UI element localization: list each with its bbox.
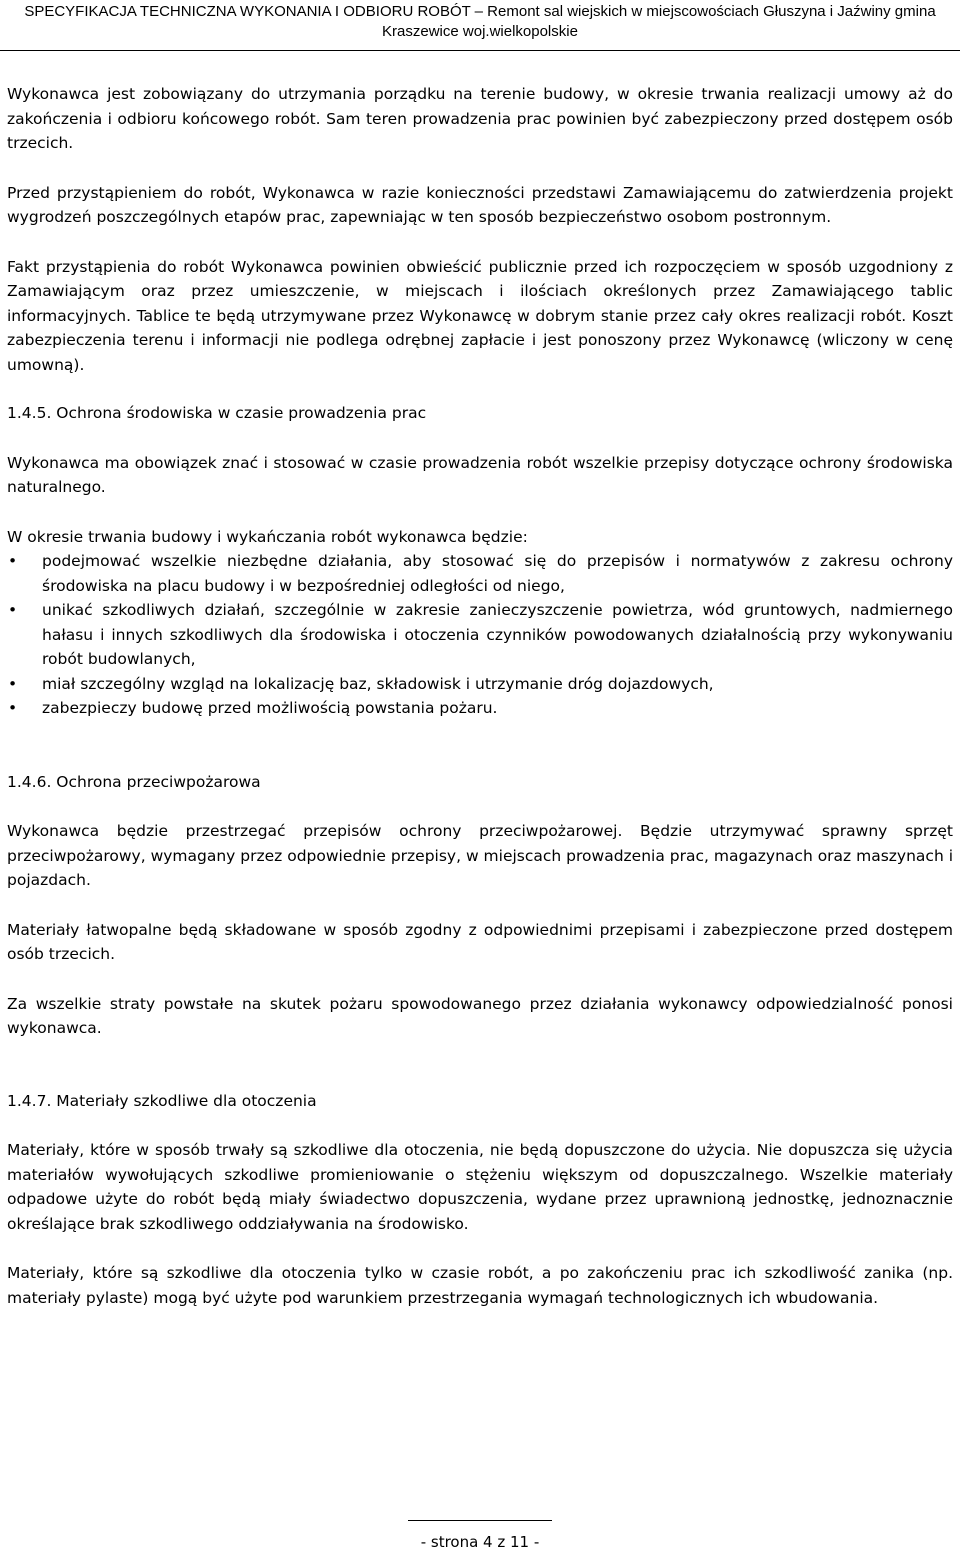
section-heading-1-4-6: 1.4.6. Ochrona przeciwpożarowa: [7, 772, 261, 791]
paragraph-harmful-materials: Materiały, które w sposób trwały są szkodliwe dla otoczenia, nie będą dopuszczone do użycia. Nie dopuszcza się użycia materiałów wywołujących szkodliwe promieniowanie o stężeniu większym od dopuszczalnego. Wszelkie materiały odpadowe użyte do robót będą miały świadectwo dopuszczenia, wydane przez uprawnioną jednostkę, jednoznacznie określające brak szkodliwego oddziaływania na środowisko.: [7, 1141, 953, 1233]
paragraph-fire-liability: Za wszelkie straty powstałe na skutek pożaru spowodowanego przez działania wykonawcy odpowiedzialność ponosi wykonawca.: [7, 994, 953, 1037]
header-divider: [0, 50, 960, 51]
section-heading-1-4-7: 1.4.7. Materiały szkodliwe dla otoczenia: [7, 1091, 317, 1110]
paragraph-fencing-project: Przed przystąpieniem do robót, Wykonawca w razie konieczności przedstawi Zamawiającemu do zatwierdzenia projekt wygrodzeń poszczególnych etapów prac, zapewniając w ten sposób bezpieczeństwo osobom postronnym.: [7, 183, 953, 226]
spacer: [7, 746, 953, 770]
paragraph-site-order: Wykonawca jest zobowiązany do utrzymania porządku na terenie budowy, w okresie trwania realizacji umowy aż do zakończenia i odbioru końcowego robót. Sam teren prowadzenia prac powinien być zabezpieczony przed dostępem osób trzecich.: [7, 85, 953, 152]
bullet-icon: •: [8, 601, 18, 619]
paragraph-environment-duty: Wykonawca ma obowiązek znać i stosować w czasie prowadzenia robót wszelkie przepisy dotyczące ochrony środowiska naturalnego.: [7, 453, 953, 496]
document-body: [7, 82, 953, 1310]
list-item: • podejmować wszelkie niezbędne działania, aby stosować się do przepisów i normatywów z zakresu ochrony środowiska na placu budowy i w bezpośredniej odległości od niego,: [7, 549, 953, 598]
bullet-icon: •: [8, 699, 18, 717]
list-item: • miał szczególny wzgląd na lokalizację baz, składowisk i utrzymanie dróg dojazdowych,: [7, 672, 953, 697]
list-item: • unikać szkodliwych działań, szczególnie w zakresie zanieczyszczenie powietrza, wód gruntowych, nadmiernego hałasu i innych szkodliwych dla środowiska i otoczenia czynników powodowanych działalnością przy wykonywaniu robót budowlanych,: [7, 598, 953, 672]
environment-bullet-list: [7, 549, 953, 721]
page-number: - strona 4 z 11 -: [420, 1533, 540, 1551]
paragraph-info-boards: Fakt przystąpienia do robót Wykonawca powinien obwieścić publicznie przed ich rozpoczęciem w sposób uzgodniony z Zamawiającym oraz przez umieszczenie, w miejscach i ilościach określonych przez Zamawiającego tablic informacyjnych. Tablice te będą utrzymywane przez Wykonawcę w dobrym stanie przez cały okres realizacji robót. Koszt zabezpieczenia terenu i informacji nie podlega odrębnej zapłacie i jest ponoszony przez Wykonawcę (wliczony w cenę umowną).: [7, 257, 953, 374]
list-item: • zabezpieczy budowę przed możliwością powstania pożaru.: [7, 696, 953, 721]
paragraph-temporary-harm: Materiały, które są szkodliwe dla otoczenia tylko w czasie robót, a po zakończeniu prac ich szkodliwość zanika (np. materiały pylaste) mogą być użyte pod warunkiem przestrzegania wymagań technologicznych ich wbudowania.: [7, 1264, 953, 1307]
spacer: [7, 1065, 953, 1089]
paragraph-contractor-will: W okresie trwania budowy i wykańczania robót wykonawca będzie:: [7, 527, 528, 546]
paragraph-flammable-materials: Materiały łatwopalne będą składowane w sposób zgodny z odpowiednimi przepisami i zabezpieczone przed dostępem osób trzecich.: [7, 920, 953, 963]
header-title-line2: Kraszewice woj.wielkopolskie: [382, 23, 578, 40]
spacer: [7, 1041, 953, 1065]
header-title-line1: SPECYFIKACJA TECHNICZNA WYKONANIA I ODBIORU ROBÓT – Remont sal wiejskich w miejscowościach Głuszyna i Jaźwiny gmina: [24, 3, 936, 20]
footer-divider: [408, 1520, 552, 1521]
bullet-icon: •: [8, 552, 18, 570]
section-heading-1-4-5: 1.4.5. Ochrona środowiska w czasie prowadzenia prac: [7, 404, 427, 422]
bullet-icon: •: [8, 674, 18, 693]
spacer: [7, 377, 953, 401]
paragraph-fire-regulations: Wykonawca będzie przestrzegać przepisów ochrony przeciwpożarowej. Będzie utrzymywać sprawny sprzęt przeciwpożarowy, wymagany przez odpowiednie przepisy, w miejscach prowadzenia prac, magazynach oraz maszynach i pojazdach.: [7, 822, 953, 889]
